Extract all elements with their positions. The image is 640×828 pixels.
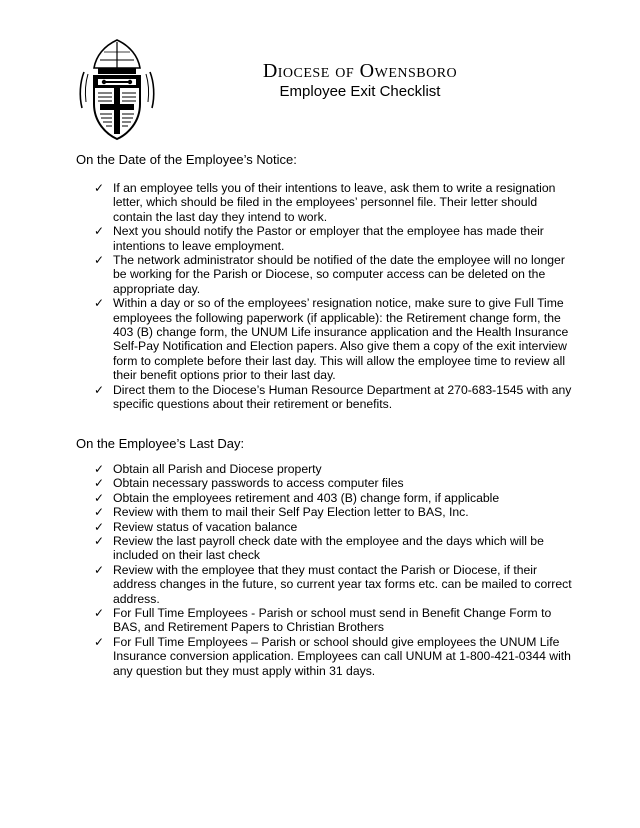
checkmark-icon: ✓ <box>94 476 105 491</box>
list-item: ✓ Review the last payroll check date with the employee and the days which will be included on their last check <box>94 534 544 563</box>
section-heading-notice-date: On the Date of the Employee’s Notice: <box>76 152 297 167</box>
notice-date-checklist <box>94 181 574 412</box>
checkmark-icon: ✓ <box>94 382 105 397</box>
list-item: ✓ For Full Time Employees - Parish or school must send in Benefit Change Form to BAS, and Retirement Papers to Christian Brothers <box>94 606 552 635</box>
checkmark-icon: ✓ <box>94 224 105 239</box>
list-item: ✓ Obtain the employees retirement and 403 (B) change form, if applicable <box>94 490 500 505</box>
checkmark-icon: ✓ <box>94 462 105 476</box>
list-item: ✓ Review with them to mail their Self Pay Election letter to BAS, Inc. <box>94 505 469 520</box>
list-item: ✓ Within a day or so of the employees’ resignation notice, make sure to give Full Time employees the following paperwork (if applicable): the Retirement change form, the 403 (B) change form, the UNUM Life insurance application and the Health Insurance Self-Pay Notification and Election papers. Also give them a copy of the exit interview form to complete before their last day. This will allow the employee time to review all their benefit options prior to their last day. <box>94 296 569 383</box>
checkmark-icon: ✓ <box>94 296 105 311</box>
list-item: ✓ Direct them to the Diocese’s Human Resource Department at 270-683-1545 with any specific questions about their retirement or benefits. <box>94 382 572 412</box>
organization-name: Diocese of Owensboro <box>262 60 458 82</box>
section-heading-last-day: On the Employee’s Last Day: <box>76 436 245 451</box>
last-day-checklist <box>94 462 574 678</box>
checkmark-icon: ✓ <box>94 534 105 549</box>
list-item: ✓ Review with the employee that they must contact the Parish or Diocese, if their address changes in the future, so current year tax forms etc. can be mailed to correct address. <box>94 562 572 606</box>
list-item: ✓ Obtain necessary passwords to access computer files <box>94 476 404 491</box>
list-item: ✓ The network administrator should be notified of the date the employee will no longer be working for the Parish or Diocese, so computer access can be deleted on the appropriate day. <box>94 253 565 296</box>
list-item: ✓ Next you should notify the Pastor or employer that the employee has made their intentions to leave employment. <box>94 224 544 253</box>
checkmark-icon: ✓ <box>94 606 105 621</box>
list-item: ✓ For Full Time Employees – Parish or school should give employees the UNUM Life Insurance conversion application. Employees can call UNUM at 1-800-421-0344 with any question but they must apply within 31 days. <box>94 634 571 678</box>
checkmark-icon: ✓ <box>94 490 105 505</box>
checkmark-icon: ✓ <box>94 519 105 534</box>
list-item: ✓ Review status of vacation balance <box>94 519 298 534</box>
checkmark-icon: ✓ <box>94 505 105 520</box>
checkmark-icon: ✓ <box>94 181 105 195</box>
checkmark-icon: ✓ <box>94 634 105 649</box>
list-item: ✓ Obtain all Parish and Diocese property <box>94 462 322 476</box>
checkmark-icon: ✓ <box>94 562 105 577</box>
list-item: ✓ If an employee tells you of their intentions to leave, ask them to write a resignation letter, which should be filed in the employees’ personnel file. Their letter should contain the last day they intend to work. <box>94 181 556 224</box>
document-title: Employee Exit Checklist <box>279 83 441 100</box>
document-header <box>180 60 540 101</box>
diocese-coat-of-arms-icon <box>74 38 160 142</box>
checkmark-icon: ✓ <box>94 253 105 268</box>
